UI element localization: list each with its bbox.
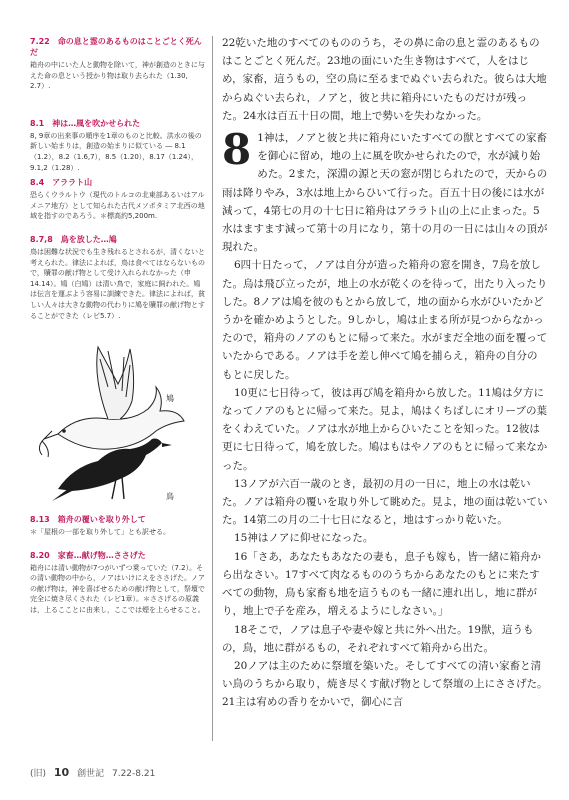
- note-heading: 8.13 箱舟の覆いを取り外して: [30, 515, 146, 525]
- note-body: 恐らくウラルトウ（現代のトルコの北東部あるいはアルメニア地方）として知られた古代メソポタミア北西の地域を指すのであろう。＊標高約5,200m.: [30, 191, 205, 221]
- dove-raven-illustration: [38, 339, 188, 504]
- column-divider: [212, 36, 213, 741]
- verse-paragraph: 15神はノアに仰せになった。: [234, 532, 374, 545]
- note-8-4: [30, 177, 206, 222]
- verse-paragraph: 1神は，ノアと彼と共に箱舟にいたすべての獣とすべての家畜を御心に留め，地の上に風を吹かせられたので，水が減り始めた。2また，深淵の源と天の窓が閉じられたので，天からの雨は降りやみ，3水は地上からひいて行った。百五十日の後には水が減って，4第七の月の十七日に箱舟はアララト山の上に止まった。5水はますます減って第十の月になり，第十の月の一日には山々の頂が現れた。: [222, 132, 548, 254]
- chapter-block: [222, 125, 548, 256]
- raven-label: 鳥: [166, 492, 174, 502]
- verse-paragraph: 6四十日たって，ノアは自分が造った箱舟の窓を開き，7烏を放した。烏は飛び立ったが，地上の水が乾くのを待って，出たり入ったりした。8ノアは鳩を彼のもとから放して，地の面から水がひいたかどうかを確かめようとした。9しかし，鳩は止まる所が見つからなかったので，箱舟のノアのもとに帰って来た。水がまだ全地の面を覆っていたからである。ノアは手を差し伸べて鳩を捕らえ，箱舟の自分のもとに戻した。: [222, 259, 548, 381]
- verse-paragraph: 10更に七日待って，彼は再び鳩を箱舟から放した。11鳩は夕方になってノアのもとに帰って来た。見よ，鳩はくちばしにオリーブの葉をくわえていた。ノアは水が地上からひいたことを知った。12彼は更に七日待って，鳩を放した。鳩はもはやノアのもとに帰って来なかった。: [222, 386, 548, 472]
- note-body: 箱舟の中にいた人と動物を除いて，神が創造のときに与えた命の息という授かり物は取り去られた（1.30, 2.7）.: [30, 61, 205, 91]
- note-7-22: [30, 36, 206, 92]
- verse-paragraph: 20ノアは主のために祭壇を築いた。そしてすべての清い家畜と清い鳥のうちから取り，焼き尽くす献げ物として祭壇の上にささげた。21主は宥めの香りをかいで，御心に言: [222, 659, 548, 709]
- note-body: 箱舟には清い動物が7つがいずつ乗っていた（7.2）。その清い動物の中から，ノアはいけにえをささげた。ノアの献げ物は，神を喜ばせるための献げ物として，祭壇で完全に焼き尽くされた（レビ1章）。＊ささげるの原義は，上るこことに由来し，ここでは煙を上らせること。: [30, 563, 205, 615]
- page-footer: [30, 766, 160, 779]
- study-notes-column: [30, 36, 206, 628]
- scripture-column: [222, 34, 548, 712]
- footer-tag: (旧): [30, 769, 47, 779]
- note-8-13: [30, 514, 206, 538]
- note-heading: 8.4 アララト山: [30, 178, 93, 188]
- book-name: 創世記: [77, 769, 105, 779]
- verse-range: 7.22-8.21: [111, 769, 156, 779]
- verse-paragraph: 13ノアが六百一歳のとき，最初の月の一日に，地上の水は乾いた。ノアは箱舟の覆いを取り外して眺めた。見よ，地の面は乾いていた。14第二の月の二十七日になると，地はすっかり乾いた。: [222, 477, 548, 527]
- verse-paragraph: 16「さあ，あなたもあなたの妻も，息子も嫁も，皆一緒に箱舟から出なさい。17すべて肉なるもののうちからあなたのもとに来たすべての動物，鳥も家畜も地を這うものも一緒に連れ出し，地に群がり，地上で子を産み，増えるようにしなさい。」: [222, 550, 541, 618]
- verse-paragraph: 18そこで，ノアは息子や妻や嫁と共に外へ出た。19獣，這うもの，鳥，地に群がるもの，それぞれすべて箱舟から出た。: [222, 623, 534, 654]
- page-number: 10: [53, 766, 70, 779]
- note-heading: 7.22 命の息と霊のあるものはことごとく死んだ: [30, 37, 202, 57]
- note-body: 8, 9章の出来事の順序を1章のものと比較。洪水の後の新しい始まりは，創造の始まりに似ている ― 8.1（1.2），8.2（1.6,7），8.5（1.20），8.17（1.24），9.1,2（1.28）.: [30, 131, 202, 172]
- chapter-number: 8: [222, 125, 252, 175]
- note-heading: 8.20 家畜…献げ物…ささげた: [30, 550, 146, 560]
- note-8-1: [30, 118, 206, 173]
- note-body: 鳥は困難な状況でも生き残れるとされるが，清くないと考えられた。律法によれば，鳥は食べてはならないもので，贖罪の献げ物として受け入れられなかった（申14.14）。鳩（白鳩）は清い鳥で，家庭に飼われた。鳩は伝言を運ぶよう容易に訓練できた。律法によれば，貧しい人々は大きな動物の代わりに鳩を贖罪の献げ物とすることができた（レビ5.7）.: [30, 247, 205, 320]
- dove-label: 鳩: [166, 394, 174, 404]
- note-8-20: [30, 550, 206, 616]
- note-body: ＊「屋根の一部を取り外して」とも訳せる。: [30, 528, 170, 537]
- dove-drawing: [39, 347, 184, 457]
- note-heading: 8.7,8 鳥を放した…鳩: [30, 234, 117, 244]
- verse-paragraph: 22乾いた地のすべてのもののうち，その鼻に命の息と霊のあるものはことごとく死んだ。23地の面にいた生き物はすべて，人をはじめ，家畜，這うもの，空の鳥に至るまでぬぐい去られた。彼らは大地からぬぐい去られ，ノアと，彼と共に箱舟にいたものだけが残った。24水は百五十日の間，地上で勢いを失わなかった。: [222, 37, 547, 122]
- note-8-7: [30, 234, 206, 321]
- note-heading: 8.1 神は…風を吹かせられた: [30, 118, 141, 128]
